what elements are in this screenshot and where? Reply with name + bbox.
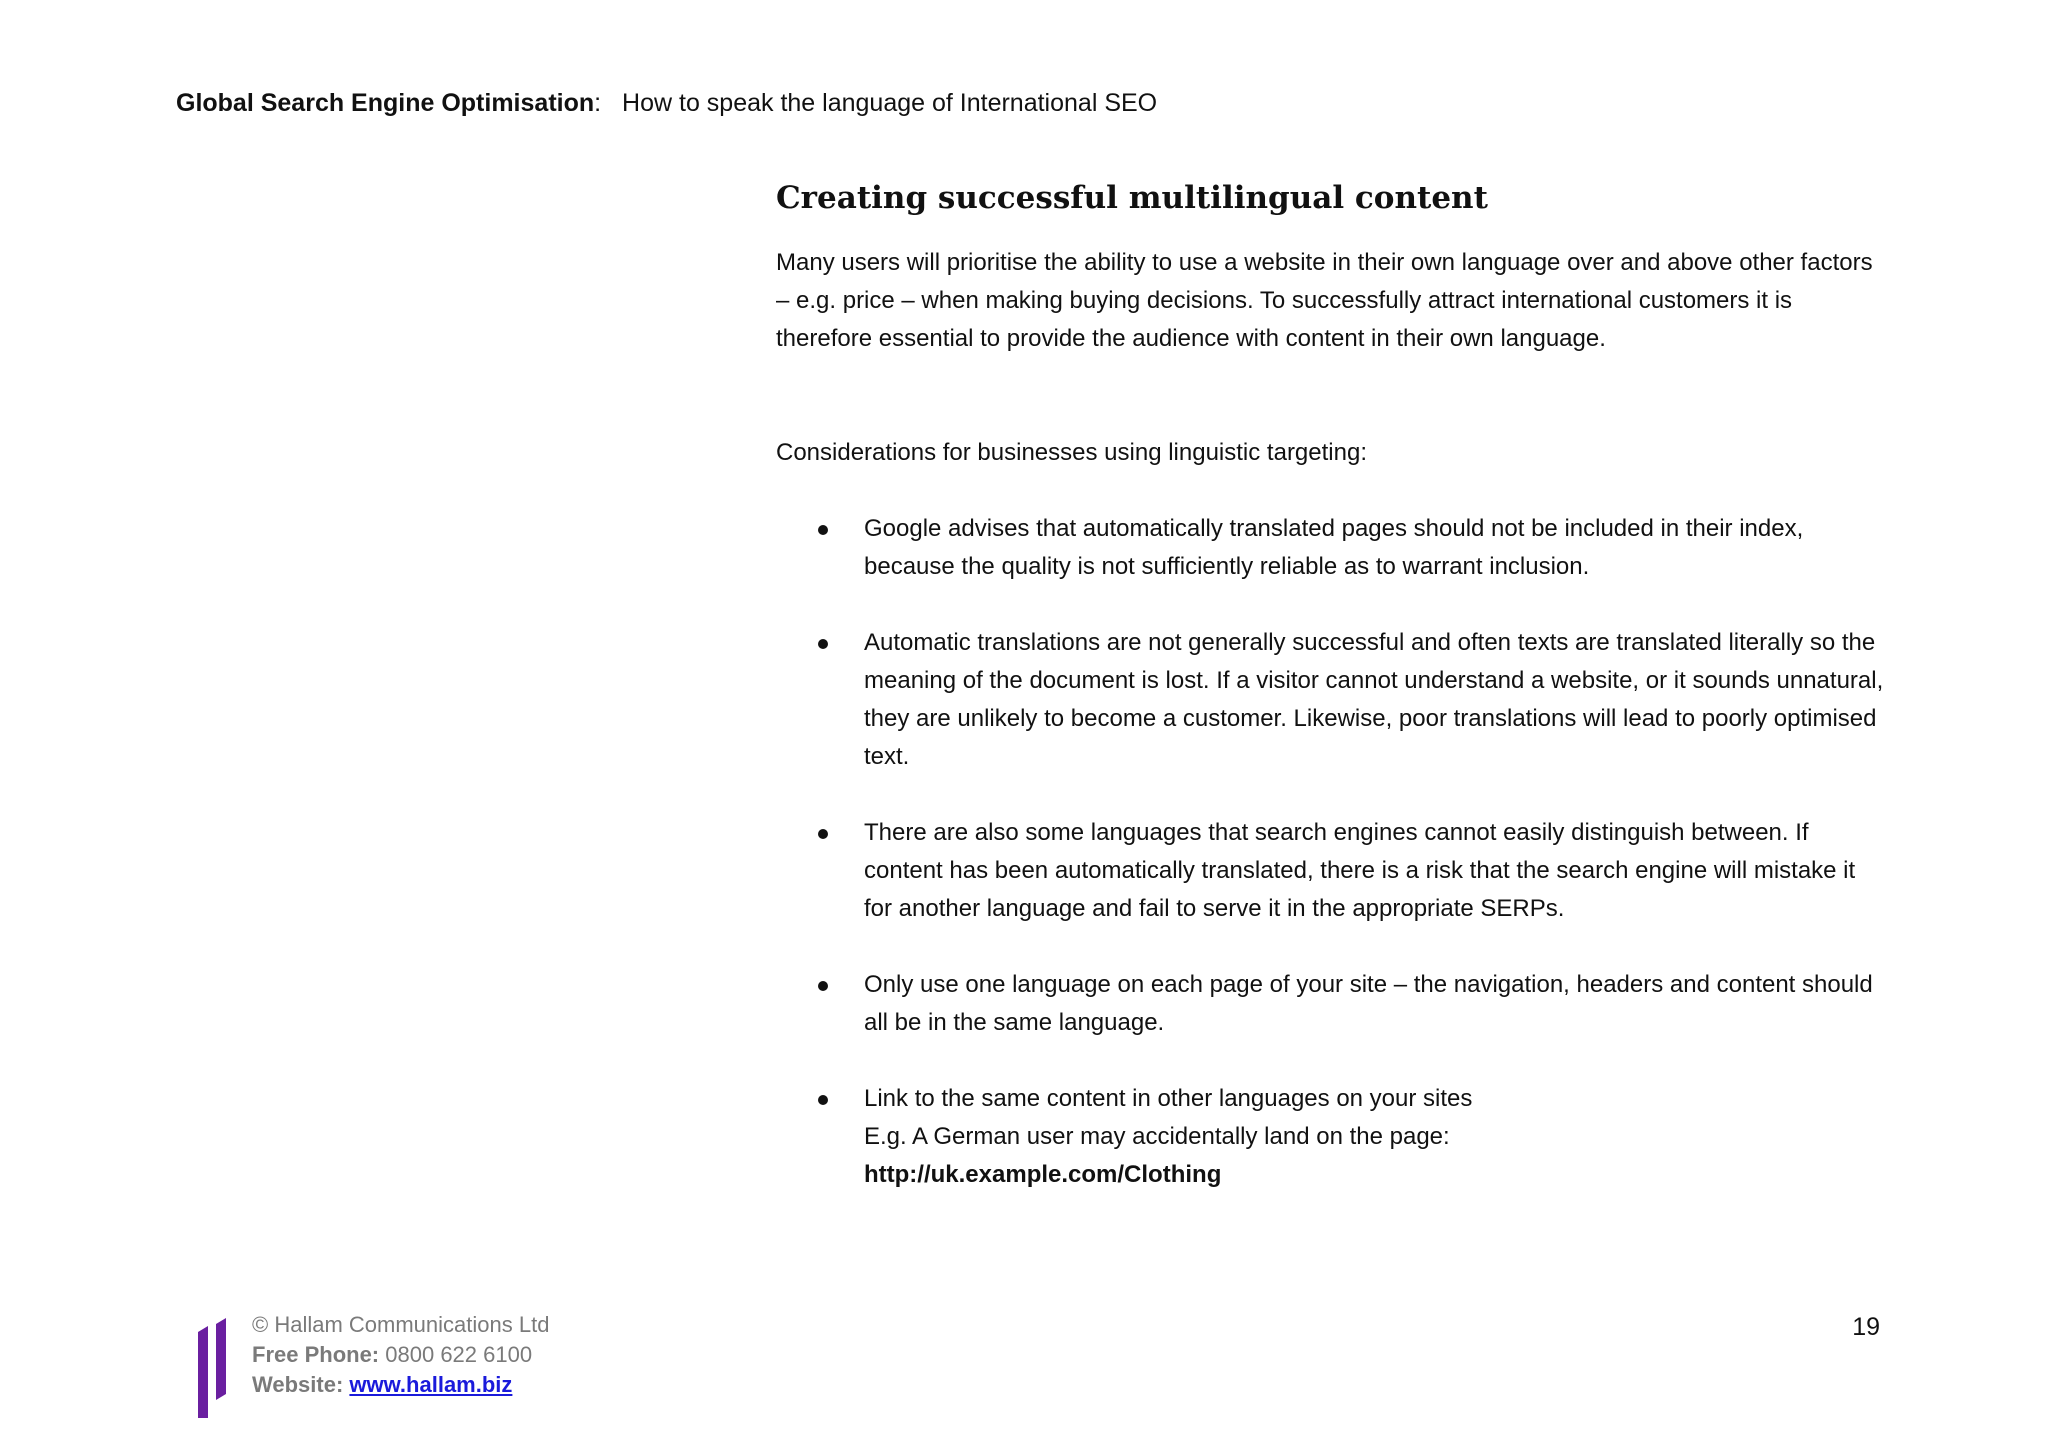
main-content <box>776 172 1886 1232</box>
website-line <box>252 1370 549 1400</box>
list-item-text: Link to the same content in other languages on your sites <box>864 1085 1473 1112</box>
list-item <box>776 510 1886 586</box>
phone-number: 0800 622 6100 <box>385 1342 533 1367</box>
list-item <box>776 814 1886 928</box>
list-item <box>776 966 1886 1042</box>
website-label: Website: <box>252 1372 344 1397</box>
running-header <box>176 86 1157 120</box>
website-link[interactable]: www.hallam.biz <box>349 1372 513 1397</box>
list-item-text: Google advises that automatically translated pages should not be included in their index, because the quality is not sufficiently reliable as to warrant inclusion. <box>864 515 1804 580</box>
example-text: E.g. A German user may accidentally land on the page: <box>864 1123 1450 1150</box>
bullet-icon <box>818 525 828 535</box>
list-item <box>776 624 1886 776</box>
footer-text <box>252 1310 549 1400</box>
phone-line <box>252 1340 549 1370</box>
considerations-paragraph: Considerations for businesses using linguistic targeting: <box>776 439 1367 466</box>
list-item-text: Automatic translations are not generally successful and often texts are translated literally so the meaning of the document is lost. If a visitor cannot understand a website, or it sounds unnatural, they are unlikely to become a customer. Likewise, poor translations will lead to poorly optimised text. <box>864 629 1884 770</box>
copyright-text: © Hallam Communications Ltd <box>252 1312 550 1337</box>
intro-paragraph: Many users will prioritise the ability to use a website in their own language over and above other factors – e.g. price – when making buying decisions. To successfully attract international customers it is therefore essential to provide the audience with content in their own language. <box>776 249 1873 352</box>
bullet-icon <box>818 981 828 991</box>
page-footer <box>196 1310 896 1420</box>
considerations-list <box>776 510 1886 1194</box>
hallam-logo-icon <box>196 1318 232 1418</box>
header-title: Global Search Engine Optimisation <box>176 89 595 117</box>
list-item-text: Only use one language on each page of your site – the navigation, headers and content should all be in the same language. <box>864 971 1873 1036</box>
bullet-icon <box>818 639 828 649</box>
phone-label: Free Phone: <box>252 1342 380 1367</box>
list-item-text: There are also some languages that search engines cannot easily distinguish between. If content has been automatically translated, there is a risk that the search engine will mistake it for another language and fail to serve it in the appropriate SERPs. <box>864 819 1856 922</box>
bullet-icon <box>818 1095 828 1105</box>
page-number: 19 <box>1852 1313 1880 1341</box>
header-subtitle: How to speak the language of International SEO <box>622 89 1158 117</box>
bullet-icon <box>818 829 828 839</box>
example-url: http://uk.example.com/Clothing <box>864 1161 1222 1188</box>
header-separator: : <box>594 89 602 117</box>
list-item <box>776 1080 1886 1194</box>
section-heading: Creating successful multilingual content <box>776 180 1488 216</box>
